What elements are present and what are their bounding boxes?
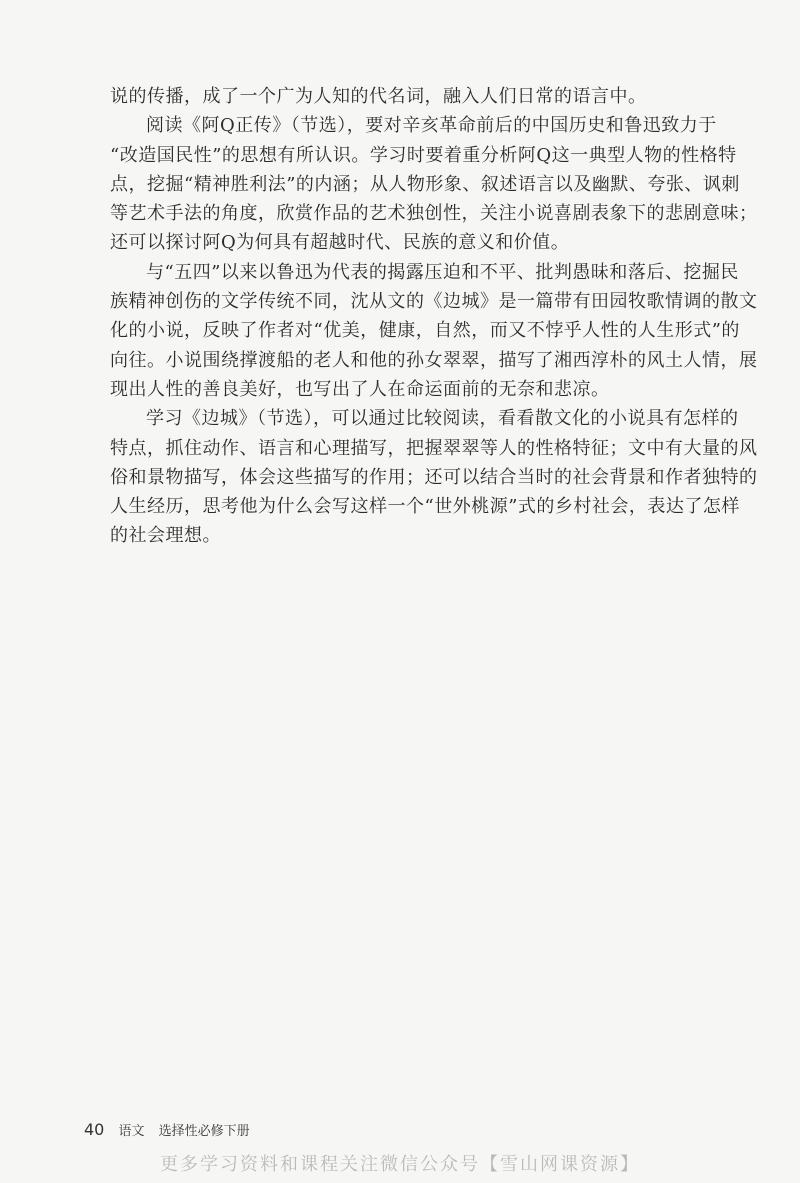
paragraph <box>110 111 758 257</box>
paragraph <box>110 404 758 550</box>
body-text <box>110 82 758 551</box>
page-footer <box>84 1120 250 1139</box>
subject-label: 语文 <box>118 1124 145 1139</box>
text-line: 现出人性的善良美好，也写出了人在命运面前的无奈和悲凉。 <box>110 378 610 400</box>
page-number: 40 <box>84 1120 105 1139</box>
text-line: 阅读《阿Q正传》（节选），要对辛亥革命前后的中国历史和鲁迅致力于 <box>146 115 717 137</box>
text-line: 点，挖掘“精神胜利法”的内涵；从人物形象、叙述语言以及幽默、夸张、讽刺 <box>110 173 740 195</box>
text-line: 与“五四”以来以鲁迅为代表的揭露压迫和不平、批判愚昧和落后、挖掘民 <box>146 261 739 283</box>
text-line: 特点，抓住动作、语言和心理描写，把握翠翠等人的性格特征；文中有大量的风 <box>110 437 758 459</box>
paragraph <box>110 82 690 111</box>
book-title: 选择性必修下册 <box>158 1124 250 1139</box>
text-line: 人生经历，思考他为什么会写这样一个“世外桃源”式的乡村社会，表达了怎样 <box>110 496 740 518</box>
text-line: 化的小说，反映了作者对“优美，健康，自然，而又不悖乎人性的人生形式”的 <box>110 320 740 342</box>
paragraph <box>110 258 758 404</box>
text-line: 还可以探讨阿Q为何具有超越时代、民族的意义和价值。 <box>110 232 570 254</box>
text-line: 族精神创伤的文学传统不同，沈从文的《边城》是一篇带有田园牧歌情调的散文 <box>110 291 758 313</box>
text-line: 向往。小说围绕撑渡船的老人和他的孙女翠翠，描写了湘西淳朴的风土人情，展 <box>110 349 758 371</box>
text-line: 学习《边城》（节选），可以通过比较阅读，看看散文化的小说具有怎样的 <box>146 408 739 430</box>
text-line: “改造国民性”的思想有所认识。学习时要着重分析阿Q这一典型人物的性格特 <box>110 144 737 166</box>
text-line: 的社会理想。 <box>110 525 221 547</box>
text-line: 说的传播，成了一个广为人知的代名词，融入人们日常的语言中。 <box>110 86 647 107</box>
text-line: 等艺术手法的角度，欣赏作品的艺术独创性，关注小说喜剧表象下的悲剧意味； <box>110 203 758 225</box>
text-line: 俗和景物描写，体会这些描写的作用；还可以结合当时的社会背景和作者独特的 <box>110 466 758 488</box>
watermark-text: 更多学习资料和课程关注微信公众号【雪山网课资源】 <box>160 1154 640 1175</box>
